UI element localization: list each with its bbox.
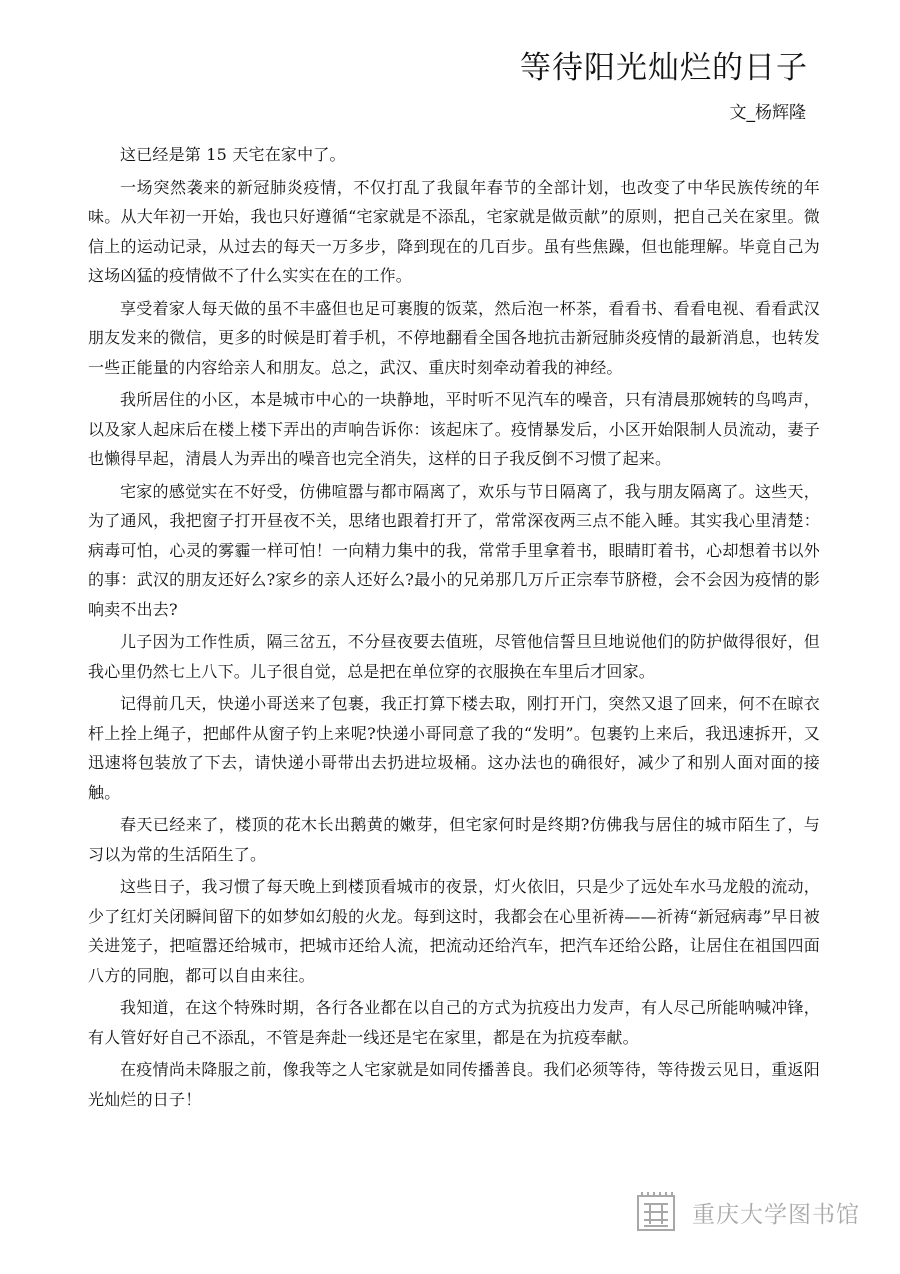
article-body: [88, 140, 820, 1117]
article-title: 等待阳光灿烂的日子: [520, 50, 808, 86]
paragraph: 享受着家人每天做的虽不丰盛但也足可裹腹的饭菜，然后泡一杯茶，看看书、看看电视、看看武汉朋友发来的微信，更多的时候是盯着手机，不停地翻看全国各地抗击新冠肺炎疫情的最新消息，也转发一些正能量的内容给亲人和朋友。总之，武汉、重庆时刻牵动着我的神经。: [88, 298, 820, 377]
paragraph: 宅家的感觉实在不好受，仿佛喧嚣与都市隔离了，欢乐与节日隔离了，我与朋友隔离了。这些天，为了通风，我把窗子打开昼夜不关，思绪也跟着打开了，常常深夜两三点不能入睡。其实我心里清楚：病毒可怕，心灵的雾霾一样可怕！一向精力集中的我，常常手里拿着书，眼睛盯着书，心却想着书以外的事：武汉的朋友还好么?家乡的亲人还好么?最小的兄弟那几万斤正宗奉节脐橙，会不会因为疫情的影响卖不出去?: [88, 481, 820, 619]
paragraph: 这些日子，我习惯了每天晚上到楼顶看城市的夜景，灯火依旧，只是少了远处车水马龙般的流动，少了红灯关闭瞬间留下的如梦如幻般的火龙。每到这时，我都会在心里祈祷——祈祷“新冠病毒”早日被关进笼子，把喧嚣还给城市，把城市还给人流，把流动还给汽车，把汽车还给公路，让居住在祖国四面八方的同胞，都可以自由来往。: [88, 877, 820, 985]
paragraph: 儿子因为工作性质，隔三岔五，不分昼夜要去值班，尽管他信誓旦旦地说他们的防护做得很好，但我心里仍然七上八下。儿子很自觉，总是把在单位穿的衣服换在车里后才回家。: [88, 632, 820, 681]
paragraph: 记得前几天，快递小哥送来了包裹，我正打算下楼去取，刚打开门，突然又退了回来，何不在晾衣杆上拴上绳子，把邮件从窗子钓上来呢?快递小哥同意了我的“发明”。包裹钓上来后，我迅速拆开，又迅速将包装放了下去，请快递小哥带出去扔进垃圾桶。这办法也的确很好，减少了和别人面对面的接触。: [88, 694, 820, 802]
paragraph: 我知道，在这个特殊时期，各行各业都在以自己的方式为抗疫出力发声，有人尽己所能呐喊冲锋，有人管好好自己不添乱，不管是奔赴一线还是宅在家里，都是在为抗疫奉献。: [88, 998, 820, 1047]
library-logo-icon: [634, 1190, 678, 1234]
paragraph: 在疫情尚未降服之前，像我等之人宅家就是如同传播善良。我们必须等待，等待拨云见日，重返阳光灿烂的日子！: [88, 1060, 820, 1109]
article-author: 文_杨辉隆: [729, 103, 806, 123]
paragraph: 春天已经来了，楼顶的花木长出鹅黄的嫩芽，但宅家何时是终期?仿佛我与居住的城市陌生了，与习以为常的生活陌生了。: [88, 815, 820, 864]
watermark-text: 重庆大学图书馆: [692, 1201, 860, 1228]
paragraph: 一场突然袭来的新冠肺炎疫情，不仅打乱了我鼠年春节的全部计划，也改变了中华民族传统的年味。从大年初一开始，我也只好遵循“宅家就是不添乱，宅家就是做贡献”的原则，把自己关在家里。微信上的运动记录，从过去的每天一万多步，降到现在的几百步。虽有些焦躁，但也能理解。毕竟自己为这场凶猛的疫情做不了什么实实在在的工作。: [88, 177, 820, 285]
library-watermark: [634, 1190, 860, 1234]
paragraph: 这已经是第 15 天宅在家中了。: [120, 145, 346, 164]
paragraph: 我所居住的小区，本是城市中心的一块静地，平时听不见汽车的噪音，只有清晨那婉转的鸟鸣声，以及家人起床后在楼上楼下弄出的声响告诉你：该起床了。疫情暴发后，小区开始限制人员流动，妻子也懒得早起，清晨人为弄出的噪音也完全消失，这样的日子我反倒不习惯了起来。: [88, 390, 820, 468]
